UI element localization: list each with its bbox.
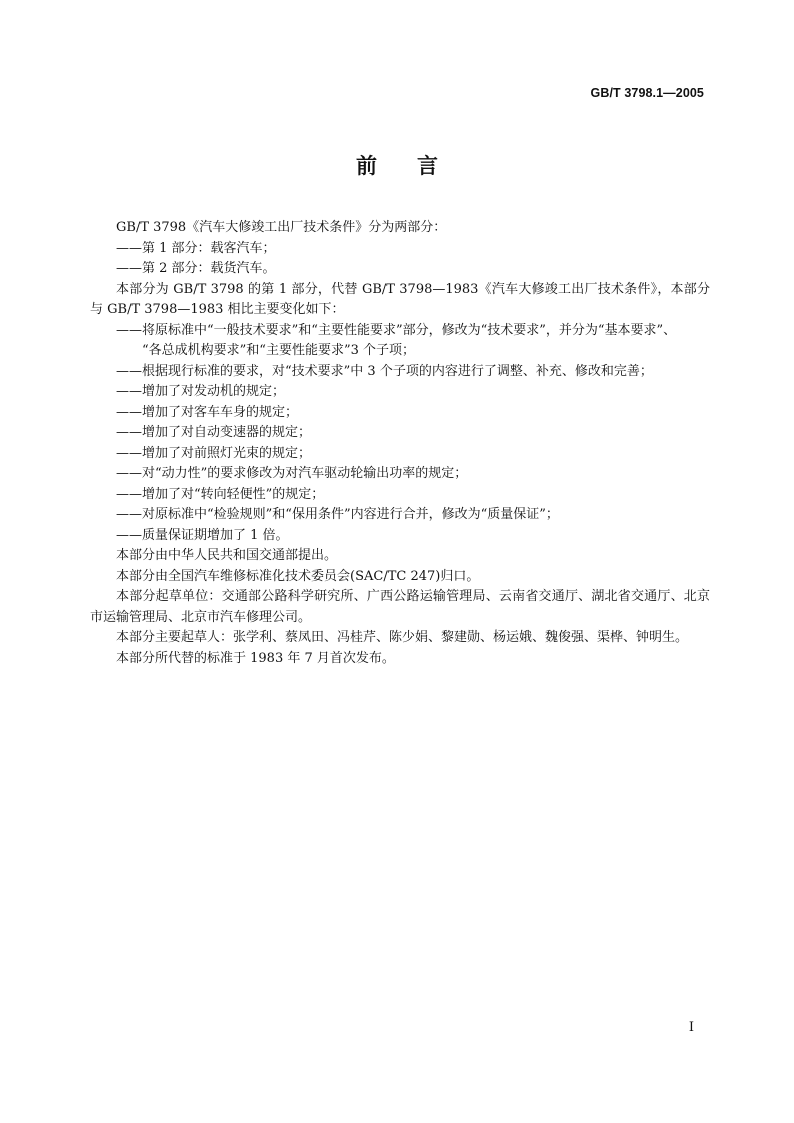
change-list-item-text: 增加了对自动变速器的规定； xyxy=(142,425,312,440)
page-title: 前言 xyxy=(356,154,478,178)
change-list-item xyxy=(90,362,710,383)
document-body xyxy=(90,218,710,669)
history-paragraph: 本部分所代替的标准于 1983 年 7 月首次发布。 xyxy=(116,650,395,666)
dash-mark: —— xyxy=(116,527,142,543)
page-number: I xyxy=(688,1020,694,1035)
change-list-item-text: 质量保证期增加了 1 倍。 xyxy=(142,527,289,543)
standard-code-header: GB/T 3798.1—2005 xyxy=(590,86,704,100)
dash-mark: —— xyxy=(116,425,142,440)
drafting-units-paragraph: 本部分起草单位：交通部公路科学研究所、广西公路运输管理局、云南省交通厅、湖北省交通厅、北京市运输管理局、北京市汽车修理公司。 xyxy=(90,589,710,625)
change-list-item xyxy=(90,403,710,424)
change-list-item-text: 增加了对“转向轻便性”的规定； xyxy=(142,486,325,502)
change-list-item xyxy=(90,423,710,444)
part-list-item xyxy=(90,239,710,260)
dash-mark: —— xyxy=(116,445,142,461)
part-list-item-text: 第 1 部分：载客汽车； xyxy=(142,240,276,256)
dash-mark: —— xyxy=(116,240,142,256)
part-list-item xyxy=(90,259,710,280)
change-list-item xyxy=(90,321,710,342)
dash-mark: —— xyxy=(116,384,142,399)
dash-mark: —— xyxy=(116,404,142,420)
part-list-item-text: 第 2 部分：载货汽车。 xyxy=(142,261,276,276)
change-list-item xyxy=(90,505,710,526)
change-list-item-text: 增加了对前照灯光束的规定； xyxy=(142,445,312,461)
change-list-item xyxy=(90,444,710,465)
dash-mark: —— xyxy=(116,486,142,502)
change-list-item-continuation: “各总成机构要求”和“主要性能要求”3 个子项； xyxy=(142,343,415,358)
change-list-item xyxy=(90,464,710,485)
dash-mark: —— xyxy=(116,466,142,481)
dash-mark: —— xyxy=(116,507,142,522)
change-list-item xyxy=(90,526,710,547)
change-list-item-text: 增加了对发动机的规定； xyxy=(142,384,286,399)
change-list-item-text: 对“动力性”的要求修改为对汽车驱动轮输出功率的规定； xyxy=(142,466,468,481)
change-list-item-text: 根据现行标准的要求，对“技术要求”中 3 个子项的内容进行了调整、补充、修改和完善； xyxy=(142,363,653,379)
change-list-item-text: 将原标准中“一般技术要求”和“主要性能要求”部分，修改为“技术要求”，并分为“基本要求”、 xyxy=(142,322,677,338)
change-list-item xyxy=(90,382,710,403)
change-list-item xyxy=(90,485,710,506)
intro-paragraph: GB/T 3798《汽车大修竣工出厂技术条件》分为两部分： xyxy=(116,220,447,235)
change-list-item-text: 对原标准中“检验规则”和“保用条件”内容进行合并，修改为“质量保证”； xyxy=(142,507,559,522)
change-list-item-text: 增加了对客车车身的规定； xyxy=(142,404,299,420)
dash-mark: —— xyxy=(116,363,142,379)
dash-mark: —— xyxy=(116,261,142,276)
drafters-paragraph: 本部分主要起草人：张学利、蔡凤田、冯桂芹、陈少娟、黎建勋、杨运娥、魏俊强、渠桦、钟明生。 xyxy=(116,630,689,645)
dash-mark: —— xyxy=(116,322,142,338)
committee-paragraph: 本部分由全国汽车维修标准化技术委员会(SAC/TC 247)归口。 xyxy=(116,568,480,584)
proposer-paragraph: 本部分由中华人民共和国交通部提出。 xyxy=(116,548,338,563)
replacement-paragraph: 本部分为 GB/T 3798 的第 1 部分，代替 GB/T 3798—1983《汽车大修竣工出厂技术条件》，本部分与 GB/T 3798—1983 相比主要变化如下： xyxy=(90,281,710,317)
